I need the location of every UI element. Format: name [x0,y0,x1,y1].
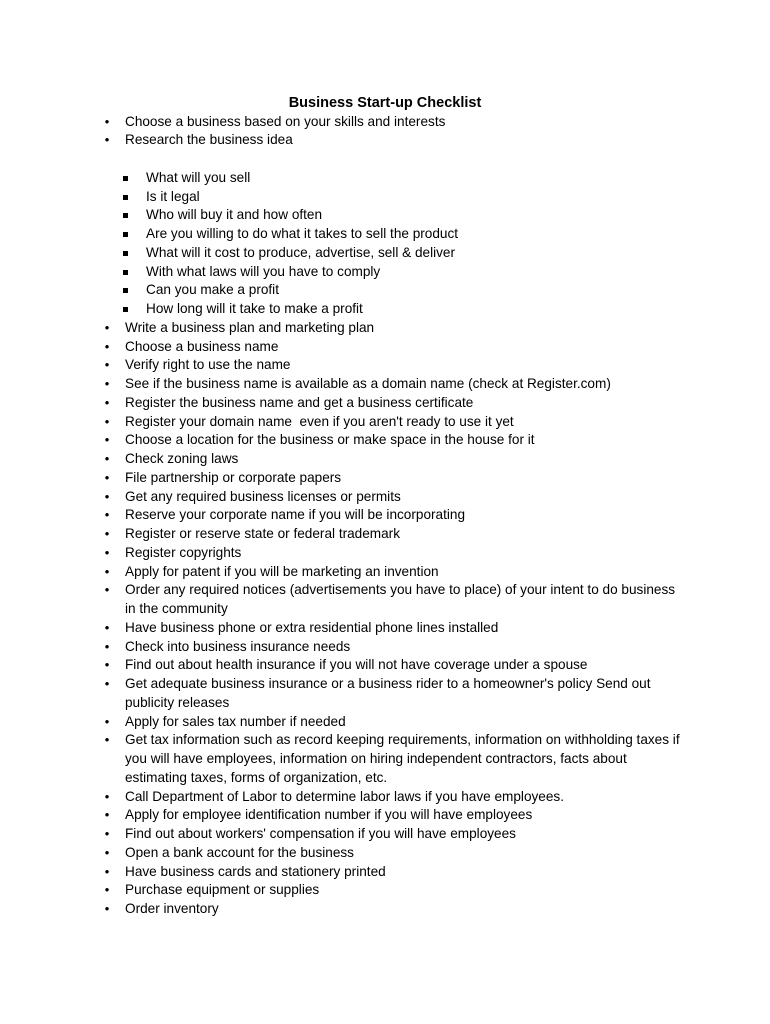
list-item [0,338,770,357]
sub-list-item [123,300,684,319]
bullet-icon: • [104,619,110,635]
page-title: Business Start-up Checklist [288,95,482,111]
sub-list-item-text: What will you sell [146,169,251,185]
list-item-text: Check zoning laws [125,451,239,466]
bullet-icon: • [104,376,110,391]
list-item-text: Order any required notices (advertisements you have to place) of your intent to do business in the community [125,582,676,616]
bullet-icon: • [104,413,110,429]
bullet-icon: • [104,732,110,748]
list-item [0,638,770,657]
list-item-text: Register your domain name even if you aren't ready to use it yet [125,413,514,429]
list-item-text: Have business phone or extra residential phone lines installed [125,619,499,635]
list-item-text: Find out about health insurance if you will not have coverage under a spouse [125,657,588,673]
bullet-icon: • [104,582,110,598]
list-item [0,488,770,507]
list-item-text: Verify right to use the name [125,357,291,373]
square-bullet-icon [123,288,128,293]
sub-list-item [123,225,684,244]
sub-list-item-text: With what laws will you have to comply [146,263,381,279]
bullet-icon: • [104,113,110,129]
bullet-icon: • [104,676,110,691]
list-item [0,394,770,413]
list-item-text: See if the business name is available as a domain name (check at Register.com) [125,376,611,391]
square-bullet-icon [123,195,128,200]
bullet-icon: • [104,807,110,823]
list-item [0,356,770,375]
bullet-icon: • [104,357,110,373]
research-sub-list [123,169,684,319]
list-item [0,113,770,132]
sub-list-item [123,263,684,282]
square-bullet-icon [123,176,128,181]
list-item-text: Reserve your corporate name if you will be incorporating [125,507,466,523]
bullet-icon: • [104,638,110,654]
list-item [0,675,770,713]
list-item-text: Call Department of Labor to determine labor laws if you have employees. [125,788,565,804]
sub-list-item-text: Can you make a profit [146,282,279,298]
list-item [0,131,770,319]
list-item [0,788,770,807]
square-bullet-icon [123,251,128,256]
list-item [0,844,770,863]
sub-list-item [123,188,684,207]
bullet-icon: • [104,544,110,560]
square-bullet-icon [123,307,128,312]
bullet-icon: • [104,507,110,523]
list-item-text: Research the business idea [125,132,293,148]
sub-list-item [123,281,684,300]
bullet-icon: • [104,844,110,860]
bullet-icon: • [104,338,110,354]
list-item-text: Apply for patent if you will be marketing an invention [125,563,439,579]
list-item [0,544,770,563]
bullet-icon: • [104,882,110,898]
list-item-text: File partnership or corporate papers [125,469,342,485]
list-item-text: Register the business name and get a business certificate [125,394,474,410]
list-item [0,731,770,787]
list-item [0,525,770,544]
list-item [0,825,770,844]
bullet-icon: • [104,394,110,410]
list-item [0,713,770,732]
list-item [0,319,770,338]
list-item [0,375,770,394]
bullet-icon: • [104,901,110,916]
list-item-text: Open a bank account for the business [125,844,354,860]
list-item [0,563,770,582]
sub-list-item-text: Who will buy it and how often [146,207,323,223]
list-item-text: Order inventory [125,901,219,916]
square-bullet-icon [123,213,128,218]
list-item-text: Register or reserve state or federal trademark [125,526,401,541]
list-item-text: Register copyrights [125,544,242,560]
square-bullet-icon [123,232,128,237]
list-item [0,413,770,432]
list-item [0,619,770,638]
list-item [0,469,770,488]
bullet-icon: • [104,469,110,485]
sub-list-item [123,244,684,263]
list-item-text: Apply for employee identification number if you will have employees [125,807,533,823]
list-item [0,656,770,675]
list-item-text: Get tax information such as record keeping requirements, information on withholding taxes if you will have employees, information on hiring independent contractors, facts about estimating taxes, forms of organization, etc. [125,732,680,785]
list-item [0,806,770,825]
bullet-icon: • [104,863,110,879]
list-item-text: Get any required business licenses or permits [125,488,401,504]
list-item-text: Apply for sales tax number if needed [125,713,346,729]
bullet-icon: • [104,451,110,466]
bullet-icon: • [104,319,110,335]
bullet-icon: • [104,788,110,804]
list-item-text: Get adequate business insurance or a business rider to a homeowner's policy Send out publicity releases [125,676,651,710]
bullet-icon: • [104,826,110,841]
square-bullet-icon [123,270,128,275]
bullet-icon: • [104,563,110,579]
list-item [0,506,770,525]
checklist [0,113,770,919]
bullet-icon: • [104,488,110,504]
bullet-icon: • [104,432,110,448]
list-item-text: Write a business plan and marketing plan [125,319,375,335]
list-item-text: Choose a business name [125,338,279,354]
list-item [0,881,770,900]
list-item-text: Choose a location for the business or make space in the house for it [125,432,535,448]
list-item-text: Choose a business based on your skills and interests [125,113,446,129]
bullet-icon: • [104,526,110,541]
list-item-text: Check into business insurance needs [125,638,351,654]
sub-list-item-text: How long will it take to make a profit [146,301,363,316]
list-item-text: Purchase equipment or supplies [125,882,320,898]
sub-list-item-text: What will it cost to produce, advertise, sell & deliver [146,244,456,260]
bullet-icon: • [104,132,110,148]
list-item [0,431,770,450]
list-item-text: Find out about workers' compensation if you will have employees [125,826,516,841]
list-item [0,863,770,882]
list-item [0,581,770,619]
sub-list-item-text: Are you willing to do what it takes to sell the product [146,226,459,241]
list-item-text: Have business cards and stationery printed [125,863,386,879]
sub-list-item [123,169,684,188]
list-item [0,900,770,919]
bullet-icon: • [104,713,110,729]
sub-list-item-text: Is it legal [146,188,200,204]
sub-list-item [123,206,684,225]
list-item [0,450,770,469]
bullet-icon: • [104,657,110,673]
